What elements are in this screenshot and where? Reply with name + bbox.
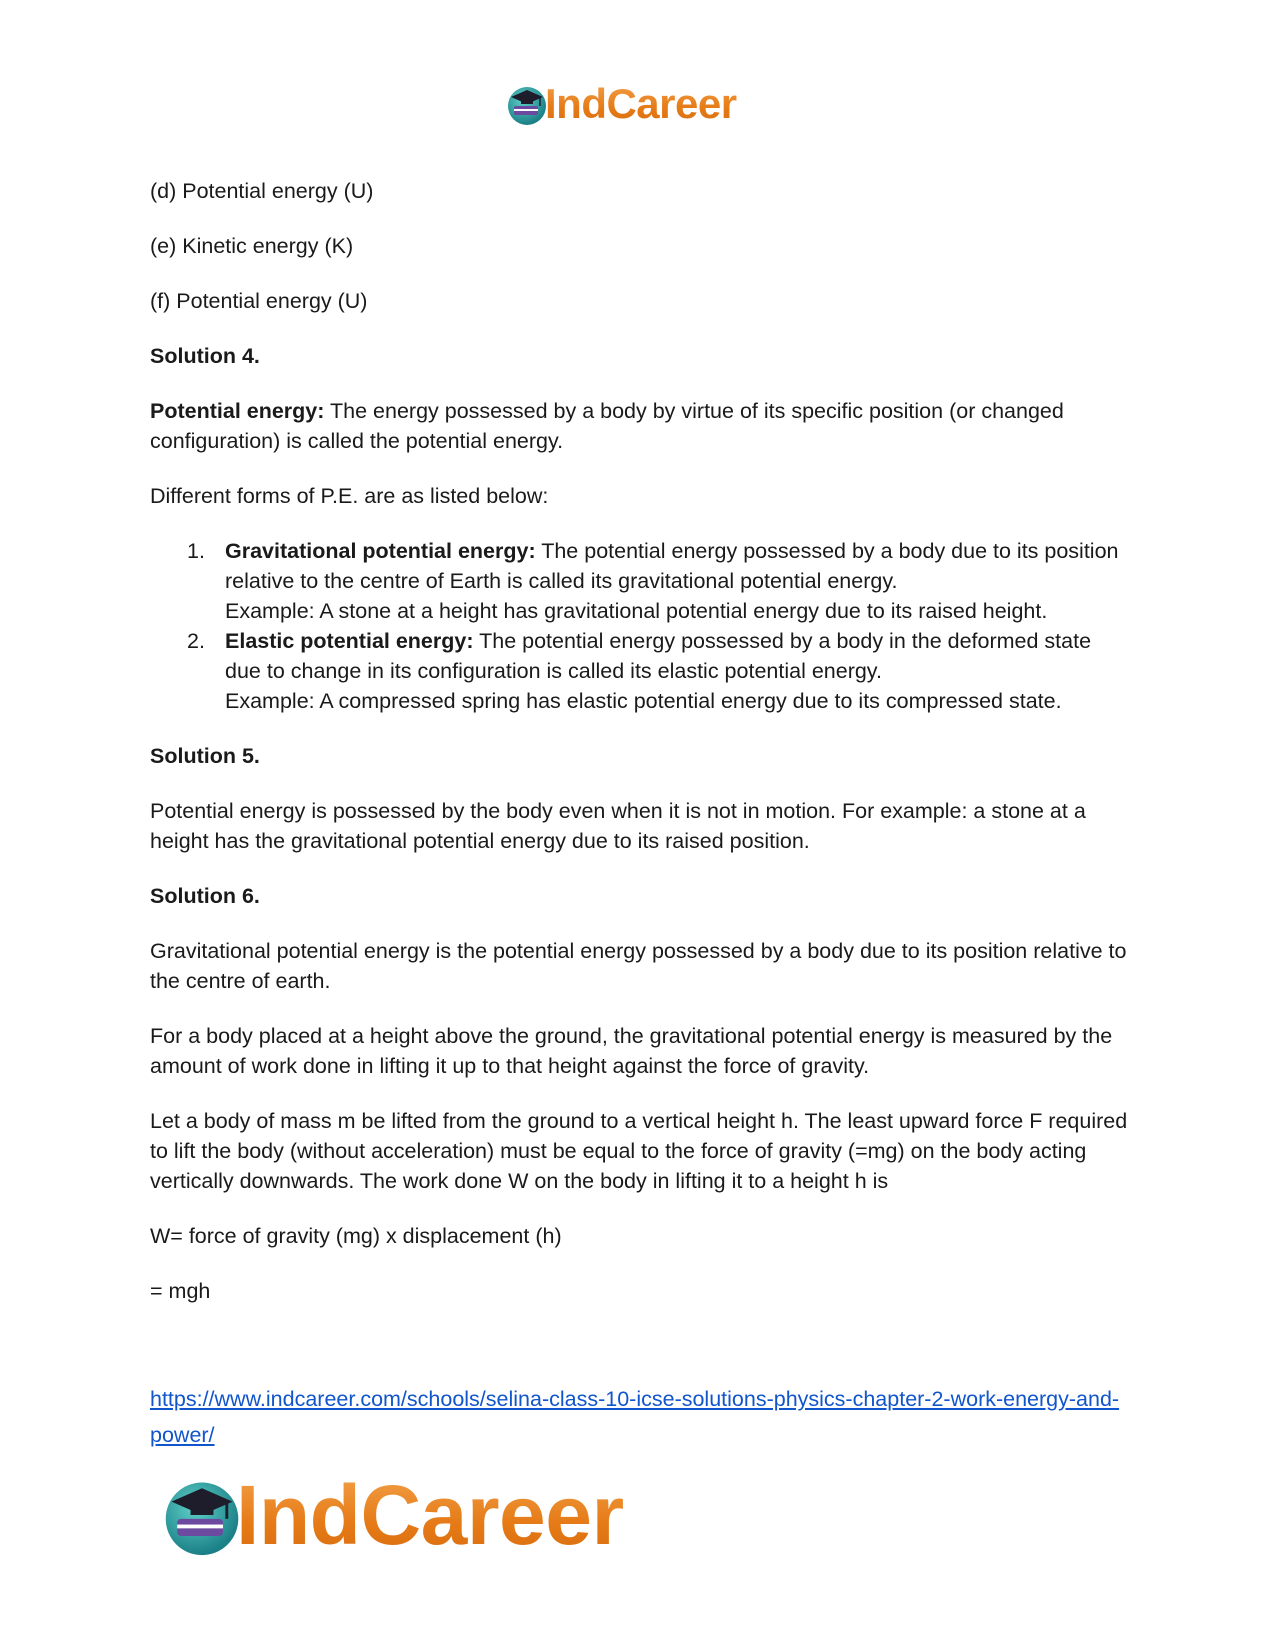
list-item: [150, 536, 1130, 626]
list-item-number: 1.: [187, 539, 205, 563]
graduation-globe-icon: [505, 82, 549, 126]
solution-6-paragraph-2: For a body placed at a height above the ground, the gravitational potential energy is measured by the amount of work done in lifting it up to that height against the force of gravity.: [150, 1024, 1113, 1078]
graduation-globe-icon: [160, 1473, 244, 1557]
pe-forms-list: [150, 536, 1130, 716]
solution-6-paragraph-1: Gravitational potential energy is the potential energy possessed by a body due to its position relative to the centre of earth.: [150, 939, 1127, 993]
potential-energy-definition: [150, 396, 1130, 456]
formula-work-done: W= force of gravity (mg) x displacement (h): [150, 1224, 562, 1248]
footer-logo-text: IndCareer: [236, 1468, 624, 1562]
definition-text: The energy possessed by a body by virtue of its specific position (or changed configuration) is called the potential energy.: [150, 399, 1064, 453]
footer-logo: [160, 1470, 624, 1560]
header-logo-text: IndCareer: [545, 80, 737, 127]
source-link[interactable]: https://www.indcareer.com/schools/selina-class-10-icse-solutions-physics-chapter-2-work-energy-and-power/: [150, 1387, 1120, 1447]
solution-5-heading: Solution 5.: [150, 744, 260, 768]
list-item-term: Elastic potential energy:: [225, 629, 474, 653]
answer-line-d: (d) Potential energy (U): [150, 179, 374, 203]
list-item-text: The potential energy possessed by a body due to its position relative to the centre of Earth is called its gravitational potential energy.: [225, 539, 1119, 593]
answer-line-e: (e) Kinetic energy (K): [150, 234, 354, 258]
definition-term: Potential energy:: [150, 399, 325, 423]
list-item-text: The potential energy possessed by a body in the deformed state due to change in its configuration is called its elastic potential energy.: [225, 629, 1092, 683]
list-item-example: Example: A stone at a height has gravitational potential energy due to its raised height.: [225, 599, 1048, 623]
formula-result: = mgh: [150, 1279, 211, 1303]
answer-line-f: (f) Potential energy (U): [150, 289, 368, 313]
list-item-example: Example: A compressed spring has elastic potential energy due to its compressed state.: [225, 689, 1062, 713]
document-body: [150, 176, 1130, 1453]
solution-5-text: Potential energy is possessed by the body even when it is not in motion. For example: a stone at a height has the gravitational potential energy due to its raised position.: [150, 799, 1086, 853]
solution-6-paragraph-3: Let a body of mass m be lifted from the ground to a vertical height h. The least upward force F required to lift the body (without acceleration) must be equal to the force of gravity (=mg) on the body acting vertically downwards. The work done W on the body in lifting it to a height h is: [150, 1109, 1128, 1193]
header-logo: [505, 80, 737, 128]
solution-4-heading: Solution 4.: [150, 344, 260, 368]
list-item-number: 2.: [187, 629, 205, 653]
list-item: [150, 626, 1130, 716]
list-item-term: Gravitational potential energy:: [225, 539, 536, 563]
forms-intro: Different forms of P.E. are as listed below:: [150, 484, 549, 508]
solution-6-heading: Solution 6.: [150, 884, 260, 908]
